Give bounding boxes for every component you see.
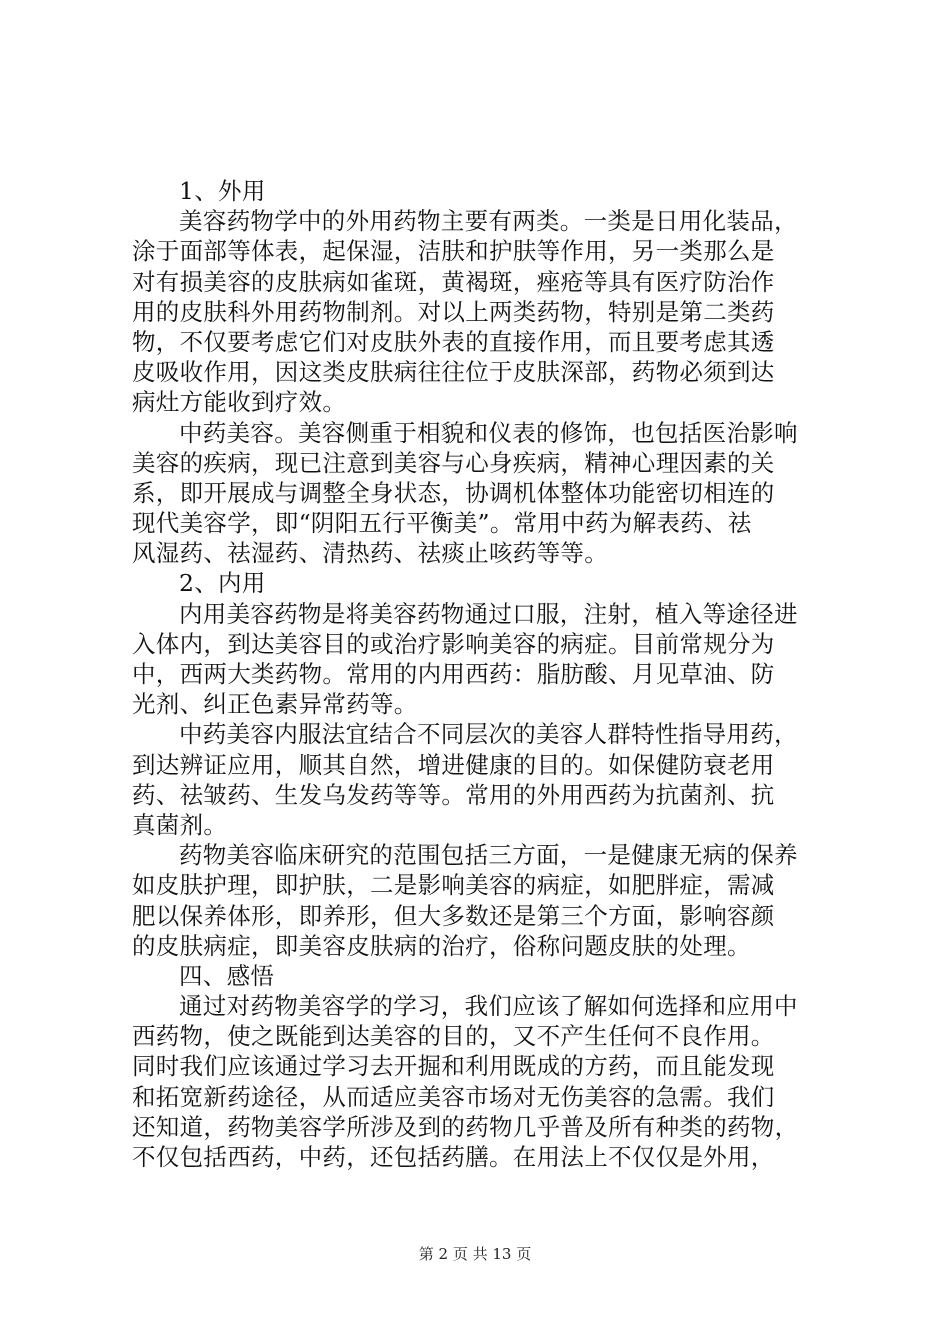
text-line: 的皮肤病症，即美容皮肤病的治疗，俗称问题皮肤的处理。	[132, 931, 751, 960]
text-line: 皮吸收作用，因这类皮肤病往往位于皮肤深部，药物必须到达	[132, 358, 775, 387]
text-line: 药物美容临床研究的范围包括三方面，一是健康无病的保养	[179, 841, 798, 870]
page-number: 第 2 页 共 13 页	[418, 1245, 532, 1263]
text-line: 中，西两大类药物。常用的内用西药：脂肪酸、月见草油、防	[132, 660, 775, 688]
text-line: 不仅包括西药，中药，还包括药膳。在用法上不仅仅是外用，	[132, 1143, 775, 1171]
text-line: 内用美容药物是将美容药物通过口服，注射，植入等途径进	[179, 599, 798, 628]
text-line: 入体内，到达美容目的或治疗影响美容的病症。目前常规分为	[132, 629, 775, 658]
text-line: 用的皮肤科外用药物制剂。对以上两类药物，特别是第二类药	[132, 297, 775, 326]
text-line: 如皮肤护理，即护肤，二是影响美容的病症，如肥胖症，需减	[132, 871, 775, 900]
text-line: 美容的疾病，现已注意到美容与心身疾病，精神心理因素的关	[132, 448, 775, 477]
page-body	[132, 176, 836, 1172]
text-line: 病灶方能收到疗效。	[132, 388, 347, 417]
text-line: 同时我们应该通过学习去开掘和利用既成的方药，而且能发现	[132, 1052, 775, 1081]
text-line: 现代美容学，即“阴阳五行平衡美”。常用中药为解表药、祛	[132, 509, 752, 538]
text-line: 中药美容。美容侧重于相貌和仪表的修饰，也包括医治影响	[179, 418, 798, 447]
text-line: 1、外用	[179, 177, 266, 205]
text-line: 西药物，使之既能到达美容的目的，又不产生任何不良作用。	[132, 1022, 775, 1051]
text-line: 还知道，药物美容学所涉及到的药物几乎普及所有种类的药物，	[132, 1112, 799, 1141]
text-line: 通过对药物美容学的学习，我们应该了解如何选择和应用中	[179, 992, 798, 1021]
text-line: 和拓宽新药途径，从而适应美容市场对无伤美容的急需。我们	[132, 1082, 775, 1111]
text-line: 涂于面部等体表，起保湿，洁肤和护肤等作用，另一类那么是	[132, 237, 775, 266]
text-line: 光剂、纠正色素异常药等。	[132, 690, 418, 719]
text-line: 四、感悟	[179, 961, 275, 990]
text-line: 真菌剂。	[132, 810, 228, 839]
text-line: 风湿药、祛湿药、清热药、祛痰止咳药等等。	[132, 539, 608, 568]
text-line: 肥以保养体形，即养形，但大多数还是第三个方面，影响容颜	[132, 901, 775, 930]
page-footer	[0, 1244, 950, 1264]
text-line: 药、祛皱药、生发乌发药等等。常用的外用西药为抗菌剂、抗	[132, 780, 775, 809]
text-line: 中药美容内服法宜结合不同层次的美容人群特性指导用药，	[179, 720, 798, 749]
text-line: 物，不仅要考虑它们对皮肤外表的直接作用，而且要考虑其透	[132, 327, 775, 356]
text-line: 美容药物学中的外用药物主要有两类。一类是日用化装品，	[179, 207, 798, 236]
text-line: 到达辨证应用，顺其自然，增进健康的目的。如保健防衰老用	[132, 750, 775, 779]
text-line: 系，即开展成与调整全身状态，协调机体整体功能密切相连的	[132, 478, 775, 507]
text-line: 2、内用	[179, 569, 266, 598]
text-line: 对有损美容的皮肤病如雀斑，黄褐斑，痤疮等具有医疗防治作	[132, 267, 775, 296]
